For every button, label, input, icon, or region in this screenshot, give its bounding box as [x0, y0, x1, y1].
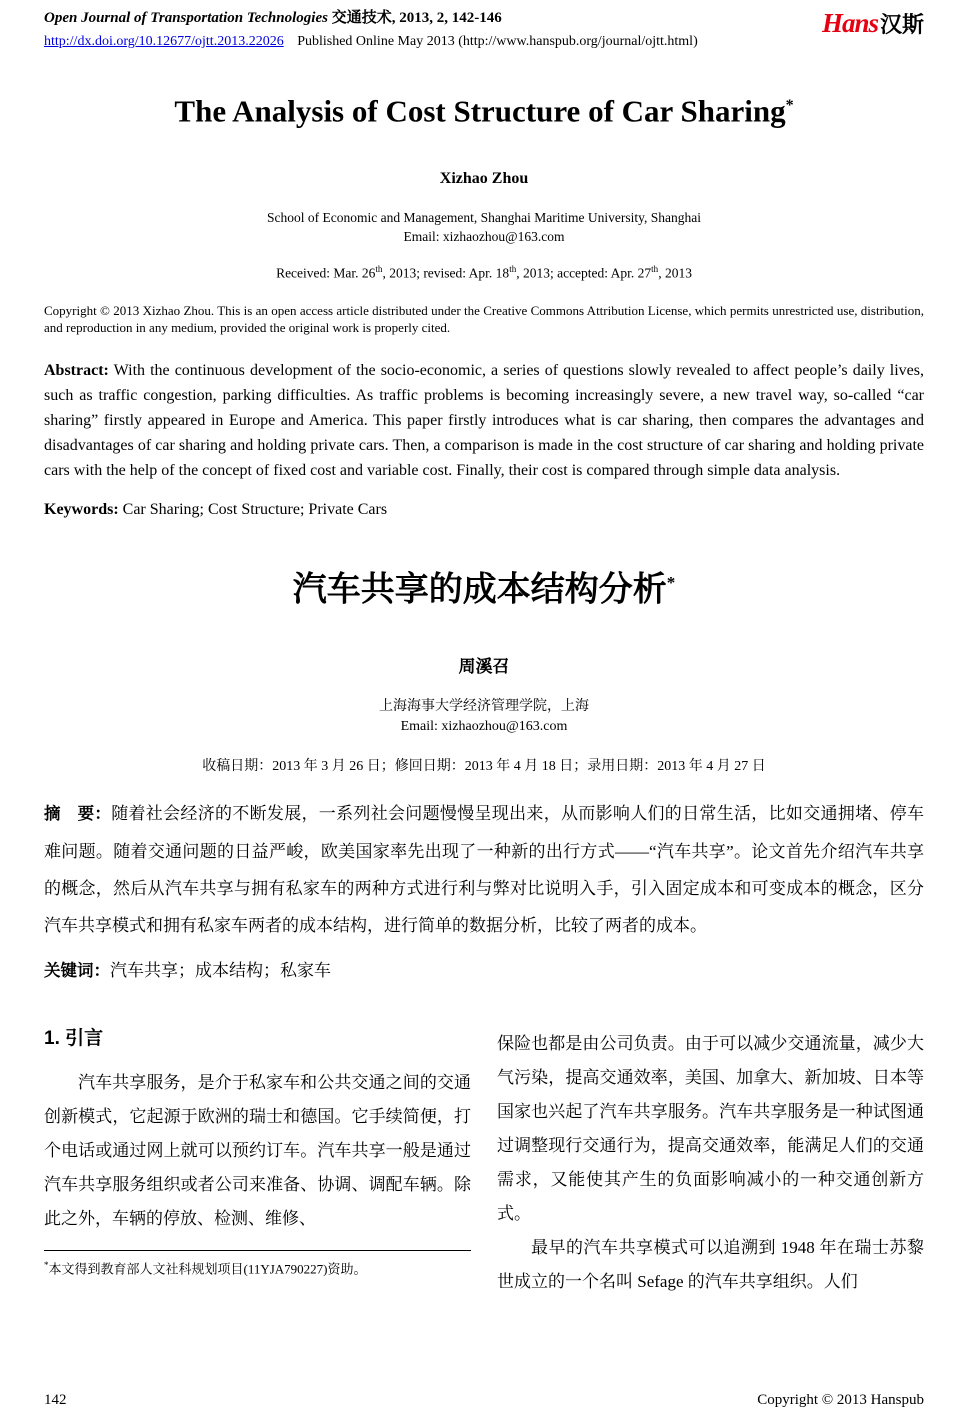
received-text: , 2013; revised: Apr. 18 [382, 265, 510, 281]
abstract-text-english: With the continuous development of the socio-economic, a series of questions slowly revealed to affect people’s daily lives, such as traffic congestion, parking difficulties. As traffic problems is becoming increasingly severe, a new travel way, so-called “car sharing” firstly appeared in Europe and America. This paper firstly introduces what is car sharing, then compares the advantages and disadvantages of car sharing and holding private cars. Then, a comparison is made in the cost structure of car sharing and holding private cars with the help of the concept of fixed cost and variable cost. Finally, their cost is compared through simple data analysis. [44, 361, 924, 479]
received-text: , 2013 [658, 265, 692, 281]
page-footer [44, 1392, 924, 1409]
journal-header [44, 8, 924, 51]
doi-line [44, 32, 698, 51]
received-dates-english [44, 264, 924, 282]
keywords-text-chinese: 汽车共享；成本结构；私家车 [110, 961, 331, 981]
title-footnote-marker-chinese: * [666, 572, 676, 592]
title-footnote-marker: * [785, 97, 794, 114]
section-1-heading: 1. 引言 [44, 1028, 104, 1050]
page-number: 142 [44, 1392, 67, 1408]
published-info: Published Online May 2013 (http://www.hanspub.org/journal/ojtt.html) [297, 34, 698, 49]
affiliation-line-english: School of Economic and Management, Shanghai Maritime University, Shanghai [266, 210, 702, 226]
ordinal-suffix: th [375, 264, 383, 275]
keywords-chinese [44, 956, 924, 981]
hanspub-logo [822, 8, 924, 37]
article-title-chinese-text: 汽车共享的成本结构分析 [292, 571, 667, 609]
footnote [44, 1250, 471, 1278]
footnote-marker: * [44, 1260, 49, 1271]
doi-link[interactable]: http://dx.doi.org/10.12677/ojtt.2013.22026 [44, 34, 284, 49]
keywords-text-english: Car Sharing; Cost Structure; Private Cars [122, 500, 388, 518]
right-column [497, 1023, 924, 1299]
footer-copyright: Copyright © 2013 Hanspub [757, 1392, 924, 1408]
article-title-english-text: The Analysis of Cost Structure of Car Sharing [174, 93, 786, 129]
left-column [44, 1023, 471, 1299]
ordinal-suffix: th [509, 264, 517, 275]
journal-header-text [44, 8, 698, 51]
journal-title-chinese: 交通技术, 2013, 2, 142-146 [331, 10, 502, 26]
journal-title-english: Open Journal of Transportation Technologies [44, 10, 328, 26]
affiliation-block-chinese [44, 697, 924, 737]
two-column-body [44, 1023, 924, 1299]
received-text: , 2013; accepted: Apr. 27 [516, 265, 652, 281]
email-line-chinese: Email: xizhaozhou@163.com [400, 719, 568, 735]
abstract-label-chinese: 摘 要： [44, 805, 112, 824]
keywords-label-chinese: 关键词： [44, 962, 110, 981]
ordinal-suffix: th [651, 264, 659, 275]
abstract-english [44, 358, 924, 483]
affiliation-line-chinese: 上海海事大学经济管理学院，上海 [379, 699, 589, 715]
abstract-text-chinese: 随着社会经济的不断发展，一系列社会问题慢慢呈现出来，从而影响人们的日常生活，比如交通拥堵、停车难问题。随着交通问题的日益严峻，欧美国家率先出现了一种新的出行方式——“汽车共享”。论文首先介绍汽车共享的概念，然后从汽车共享与拥有私家车的两种方式进行利与弊对比说明入手，引入固定成本和可变成本的概念，区分汽车共享模式和拥有私家车两者的成本结构，进行简单的数据分析，比较了两者的成本。 [44, 804, 925, 936]
affiliation-block-english [44, 208, 924, 246]
abstract-chinese [44, 795, 924, 944]
journal-title-line [44, 8, 698, 28]
abstract-label-english: Abstract: [44, 361, 109, 379]
body-paragraph-left: 汽车共享服务，是介于私家车和公共交通之间的交通创新模式，它起源于欧洲的瑞士和德国。它手续简便，打个电话或通过网上就可以预约订车。汽车共享一般是通过汽车共享服务组织或者公司来准备、协调、调配车辆。除此之外，车辆的停放、检测、维修、 [44, 1073, 471, 1229]
author-name-english: Xizhao Zhou [439, 170, 529, 188]
body-paragraph-right-2: 最早的汽车共享模式可以追溯到 1948 年在瑞士苏黎世成立的一个名叫 Sefage 的汽车共享组织。人们 [497, 1238, 924, 1292]
open-access-copyright-notice: Copyright © 2013 Xizhao Zhou. This is an open access article distributed under the Creative Commons Attribution License, which permits unrestricted use, distribution, and reproduction in any medium, provided the original work is properly cited. [44, 302, 924, 335]
keywords-label-english: Keywords: [44, 500, 119, 518]
body-paragraph-right-1: 保险也都是由公司负责。由于可以减少交通流量，减少大气污染，提高交通效率，美国、加拿大、新加坡、日本等国家也兴起了汽车共享服务。汽车共享服务是一种试图通过调整现行交通行为，提高交通效率，能满足人们的交通需求，又能使其产生的负面影响减小的一种交通创新方式。 [497, 1034, 924, 1224]
email-line-english: Email: xizhaozhou@163.com [403, 229, 565, 245]
article-title-english [44, 85, 924, 132]
keywords-english [44, 501, 924, 519]
hanspub-logo-chinese-text: 汉斯 [879, 12, 924, 37]
hanspub-logo-hans-text: Hans [821, 8, 878, 38]
received-text: Received: Mar. 26 [276, 265, 376, 281]
footnote-text: 本文得到教育部人文社科规划项目(11YJA790227)资助。 [48, 1261, 367, 1277]
article-title-chinese [44, 559, 924, 614]
received-dates-chinese: 收稿日期：2013 年 3 月 26 日；修回日期：2013 年 4 月 18 日；录用日期：2013 年 4 月 27 日 [202, 759, 766, 775]
author-name-chinese: 周溪召 [458, 657, 510, 677]
